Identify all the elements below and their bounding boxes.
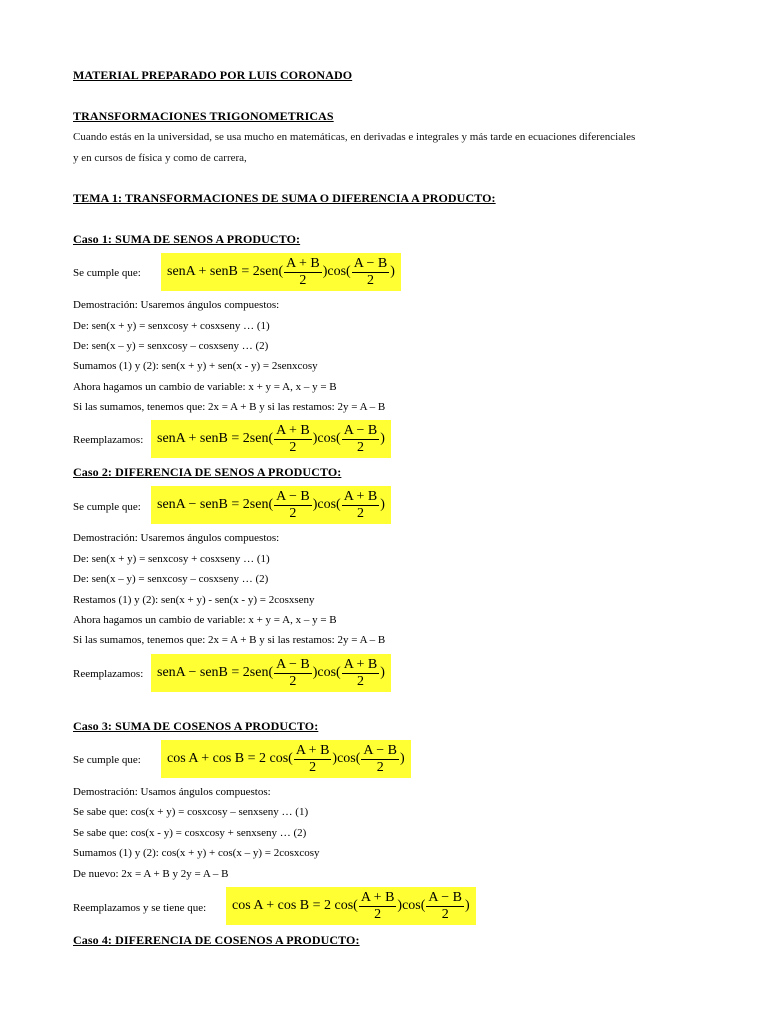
- numerator: A + B: [343, 488, 378, 504]
- caso-3-se-cumple: Se cumple que:: [73, 754, 141, 766]
- fraction: [284, 256, 322, 289]
- formula-suma-cosenos-reemplazo: [226, 887, 476, 925]
- formula-diferencia-senos-reemplazo: [151, 654, 391, 692]
- formula-end: ): [465, 898, 470, 913]
- formula-end: ): [380, 497, 385, 512]
- caso-2-line: Restamos (1) y (2): sen(x + y) - sen(x - y) = 2cosxseny: [73, 594, 315, 606]
- caso-1-line: Sumamos (1) y (2): sen(x + y) + sen(x - y) = 2senxcosy: [73, 360, 318, 372]
- numerator: A + B: [295, 742, 330, 758]
- formula-suma-senos: [161, 253, 401, 291]
- formula-mid: )cos(: [312, 665, 341, 680]
- formula-diferencia-senos: [151, 486, 391, 524]
- fraction: [294, 743, 332, 776]
- fraction: [342, 489, 380, 522]
- fraction: [359, 890, 397, 923]
- denominator: 2: [356, 505, 364, 521]
- formula-end: ): [380, 431, 385, 446]
- denominator: 2: [374, 906, 382, 922]
- caso-2-line: De: sen(x – y) = senxcosy – cosxseny … (2): [73, 573, 269, 585]
- fraction: [361, 743, 399, 776]
- caso-3-reemplazamos: Reemplazamos y se tiene que:: [73, 902, 207, 914]
- caso-1-reemplazamos: Reemplazamos:: [73, 434, 144, 446]
- numerator: A − B: [276, 488, 310, 504]
- caso-1-line: De: sen(x – y) = senxcosy – cosxseny … (2): [73, 340, 269, 352]
- document-header: MATERIAL PREPARADO POR LUIS CORONADO: [73, 68, 353, 82]
- formula-mid: )cos(: [312, 431, 341, 446]
- denominator: 2: [289, 439, 297, 455]
- caso-2-se-cumple: Se cumple que:: [73, 501, 141, 513]
- fraction: [342, 423, 380, 456]
- numerator: A − B: [343, 422, 378, 438]
- fraction: [352, 256, 390, 289]
- caso-1-line: De: sen(x + y) = senxcosy + cosxseny … (1): [73, 320, 270, 332]
- numerator: A + B: [276, 422, 310, 438]
- numerator: A − B: [363, 742, 397, 758]
- caso-3-line: Sumamos (1) y (2): cos(x + y) + cos(x – y) = 2cosxcosy: [73, 847, 320, 859]
- formula-mid: )cos(: [332, 751, 361, 766]
- formula-suma-senos-reemplazo: [151, 420, 391, 458]
- caso-1-se-cumple: Se cumple que:: [73, 267, 141, 279]
- formula-end: ): [380, 665, 385, 680]
- formula-lhs: cos A + cos B = 2 cos(: [232, 898, 358, 913]
- formula-end: ): [400, 751, 405, 766]
- denominator: 2: [441, 906, 449, 922]
- caso-4-heading: Caso 4: DIFERENCIA DE COSENOS A PRODUCTO:: [73, 933, 360, 947]
- denominator: 2: [356, 439, 364, 455]
- caso-3-line: Demostración: Usamos ángulos compuestos:: [73, 786, 271, 798]
- formula-mid: )cos(: [312, 497, 341, 512]
- numerator: A + B: [360, 889, 395, 905]
- denominator: 2: [309, 759, 317, 775]
- caso-2-heading: Caso 2: DIFERENCIA DE SENOS A PRODUCTO:: [73, 465, 342, 479]
- formula-lhs: senA − senB = 2sen(: [157, 497, 274, 512]
- tema-1-heading: TEMA 1: TRANSFORMACIONES DE SUMA O DIFERENCIA A PRODUCTO:: [73, 191, 496, 205]
- formula-suma-cosenos: [161, 740, 411, 778]
- formula-mid: )cos(: [322, 264, 351, 279]
- formula-end: ): [390, 264, 395, 279]
- caso-2-line: Ahora hagamos un cambio de variable: x + y = A, x – y = B: [73, 614, 337, 626]
- intro-line-1: Cuando estás en la universidad, se usa mucho en matemáticas, en derivadas e integrales y más tarde en ecuaciones diferenciales: [73, 131, 636, 143]
- caso-3-line: De nuevo: 2x = A + B y 2y = A – B: [73, 868, 229, 880]
- numerator: A + B: [286, 255, 320, 271]
- denominator: 2: [289, 505, 297, 521]
- formula-lhs: senA − senB = 2sen(: [157, 665, 274, 680]
- denominator: 2: [289, 673, 297, 689]
- denominator: 2: [299, 272, 307, 288]
- caso-2-line: De: sen(x + y) = senxcosy + cosxseny … (1): [73, 553, 270, 565]
- fraction: [342, 657, 380, 690]
- formula-mid: )cos(: [397, 898, 426, 913]
- fraction: [274, 657, 312, 690]
- formula-lhs: cos A + cos B = 2 cos(: [167, 751, 293, 766]
- caso-3-line: Se sabe que: cos(x - y) = cosxcosy + senxseny … (2): [73, 827, 307, 839]
- caso-2-line: Demostración: Usaremos ángulos compuestos:: [73, 532, 280, 544]
- caso-3-heading: Caso 3: SUMA DE COSENOS A PRODUCTO:: [73, 719, 319, 733]
- intro-line-2: y en cursos de física y como de carrera,: [73, 152, 247, 164]
- formula-lhs: senA + senB = 2sen(: [157, 431, 274, 446]
- caso-1-line: Ahora hagamos un cambio de variable: x + y = A, x – y = B: [73, 381, 337, 393]
- denominator: 2: [366, 272, 374, 288]
- fraction: [426, 890, 464, 923]
- fraction: [274, 423, 312, 456]
- caso-3-line: Se sabe que: cos(x + y) = cosxcosy – senxseny … (1): [73, 806, 309, 818]
- caso-1-line: Demostración: Usaremos ángulos compuestos:: [73, 299, 280, 311]
- caso-1-line: Si las sumamos, tenemos que: 2x = A + B y si las restamos: 2y = A – B: [73, 401, 386, 413]
- numerator: A + B: [343, 656, 378, 672]
- denominator: 2: [356, 673, 364, 689]
- caso-1-heading: Caso 1: SUMA DE SENOS A PRODUCTO:: [73, 232, 301, 246]
- numerator: A − B: [353, 255, 388, 271]
- caso-2-line: Si las sumamos, tenemos que: 2x = A + B y si las restamos: 2y = A – B: [73, 634, 386, 646]
- fraction: [274, 489, 312, 522]
- document-title: TRANSFORMACIONES TRIGONOMETRICAS: [73, 109, 334, 123]
- caso-2-reemplazamos: Reemplazamos:: [73, 668, 144, 680]
- formula-lhs: senA + senB = 2sen(: [167, 264, 284, 279]
- numerator: A − B: [428, 889, 462, 905]
- denominator: 2: [376, 759, 384, 775]
- numerator: A − B: [276, 656, 310, 672]
